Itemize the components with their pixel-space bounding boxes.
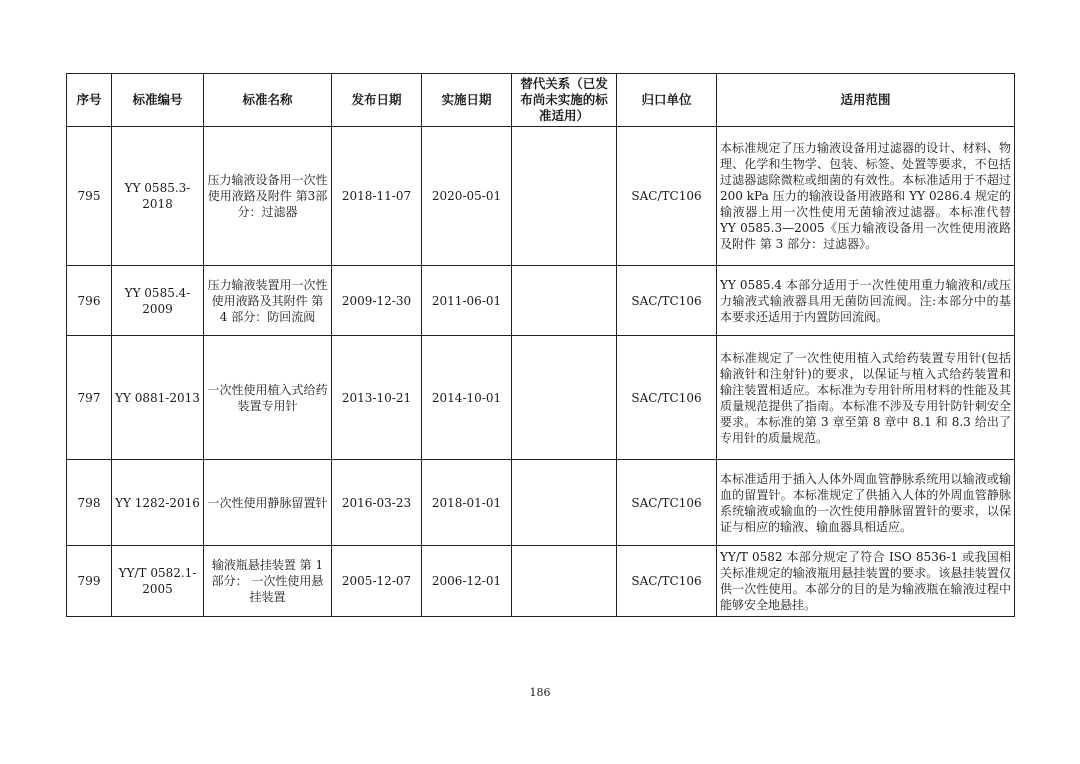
header-implement-date: 实施日期 xyxy=(422,74,512,127)
row-scope: 本标准规定了一次性使用植入式给药装置专用针(包括输液针和注射针)的要求，以保证与植入式给药装置和输注装置相适应。本标准为专用针所用材料的性能及其质量规范提供了指南。本标准不涉及专用针防针刺安全要求。本标准的第 3 章至第 8 章中 8.1 和 8.3 给出了专用针的质量规范。 xyxy=(717,336,1015,460)
row-implement-date: 2020-05-01 xyxy=(422,127,512,266)
page-number: 186 xyxy=(529,686,551,699)
table-row xyxy=(67,336,1015,460)
row-no: 799 xyxy=(67,546,112,617)
row-scope: YY/T 0582 本部分规定了符合 ISO 8536-1 或我国相关标准规定的输液瓶用悬挂装置的要求。该悬挂装置仅供一次性使用。本部分的目的是为输液瓶在输液过程中能够安全地悬挂。 xyxy=(717,546,1015,617)
row-publish-date: 2005-12-07 xyxy=(332,546,422,617)
header-code: 标准编号 xyxy=(112,74,204,127)
row-code: YY 0585.4-2009 xyxy=(112,266,204,336)
row-publish-date: 2018-11-07 xyxy=(332,127,422,266)
row-no: 797 xyxy=(67,336,112,460)
header-unit: 归口单位 xyxy=(617,74,717,127)
row-scope: 本标准适用于插入人体外周血管静脉系统用以输液或输血的留置针。本标准规定了供插入人体的外周血管静脉系统输液或输血的一次性使用静脉留置针的要求，以保证与相应的输液、输血器具相适应。 xyxy=(717,460,1015,546)
row-unit: SAC/TC106 xyxy=(617,460,717,546)
row-name: 压力输液装置用一次性使用液路及其附件 第 4 部分：防回流阀 xyxy=(204,266,332,336)
row-scope: YY 0585.4 本部分适用于一次性使用重力输液和/或压力输液式输液器具用无菌防回流阀。注:本部分中的基本要求还适用于内置防回流阀。 xyxy=(717,266,1015,336)
row-replacement xyxy=(512,336,617,460)
row-no: 798 xyxy=(67,460,112,546)
row-unit: SAC/TC106 xyxy=(617,546,717,617)
table-row xyxy=(67,127,1015,266)
header-scope: 适用范围 xyxy=(717,74,1015,127)
row-code: YY 1282-2016 xyxy=(112,460,204,546)
row-replacement xyxy=(512,460,617,546)
row-scope: 本标准规定了压力输液设备用过滤器的设计、材料、物理、化学和生物学、包装、标签、处置等要求，不包括过滤器滤除微粒或细菌的有效性。本标准适用于不超过 200 kPa 压力的输液设备用液路和 YY 0286.4 规定的输液器上用一次性使用无菌输液过滤器。本标准代替 YY 0585.3—2005《压力输液设备用一次性使用液路及附件 第 3 部分：过滤器》。 xyxy=(717,127,1015,266)
header-row xyxy=(67,74,1015,127)
row-implement-date: 2014-10-01 xyxy=(422,336,512,460)
row-unit: SAC/TC106 xyxy=(617,336,717,460)
header-replacement: 替代关系（已发布尚未实施的标准适用） xyxy=(512,74,617,127)
table-row xyxy=(67,460,1015,546)
header-publish-date: 发布日期 xyxy=(332,74,422,127)
table-row xyxy=(67,266,1015,336)
row-unit: SAC/TC106 xyxy=(617,127,717,266)
row-implement-date: 2018-01-01 xyxy=(422,460,512,546)
row-publish-date: 2016-03-23 xyxy=(332,460,422,546)
row-code: YY/T 0582.1-2005 xyxy=(112,546,204,617)
row-name: 一次性使用植入式给药装置专用针 xyxy=(204,336,332,460)
row-implement-date: 2006-12-01 xyxy=(422,546,512,617)
row-no: 795 xyxy=(67,127,112,266)
row-replacement xyxy=(512,546,617,617)
row-replacement xyxy=(512,127,617,266)
row-no: 796 xyxy=(67,266,112,336)
row-code: YY 0585.3-2018 xyxy=(112,127,204,266)
row-replacement xyxy=(512,266,617,336)
row-publish-date: 2013-10-21 xyxy=(332,336,422,460)
row-code: YY 0881-2013 xyxy=(112,336,204,460)
table-row xyxy=(67,546,1015,617)
row-name: 一次性使用静脉留置针 xyxy=(204,460,332,546)
row-implement-date: 2011-06-01 xyxy=(422,266,512,336)
row-name: 压力输液设备用一次性使用液路及附件 第3部分：过滤器 xyxy=(204,127,332,266)
row-publish-date: 2009-12-30 xyxy=(332,266,422,336)
header-name: 标准名称 xyxy=(204,74,332,127)
header-no: 序号 xyxy=(67,74,112,127)
row-unit: SAC/TC106 xyxy=(617,266,717,336)
row-name: 输液瓶悬挂装置 第 1 部分： 一次性使用悬挂装置 xyxy=(204,546,332,617)
standards-table xyxy=(66,73,1015,617)
